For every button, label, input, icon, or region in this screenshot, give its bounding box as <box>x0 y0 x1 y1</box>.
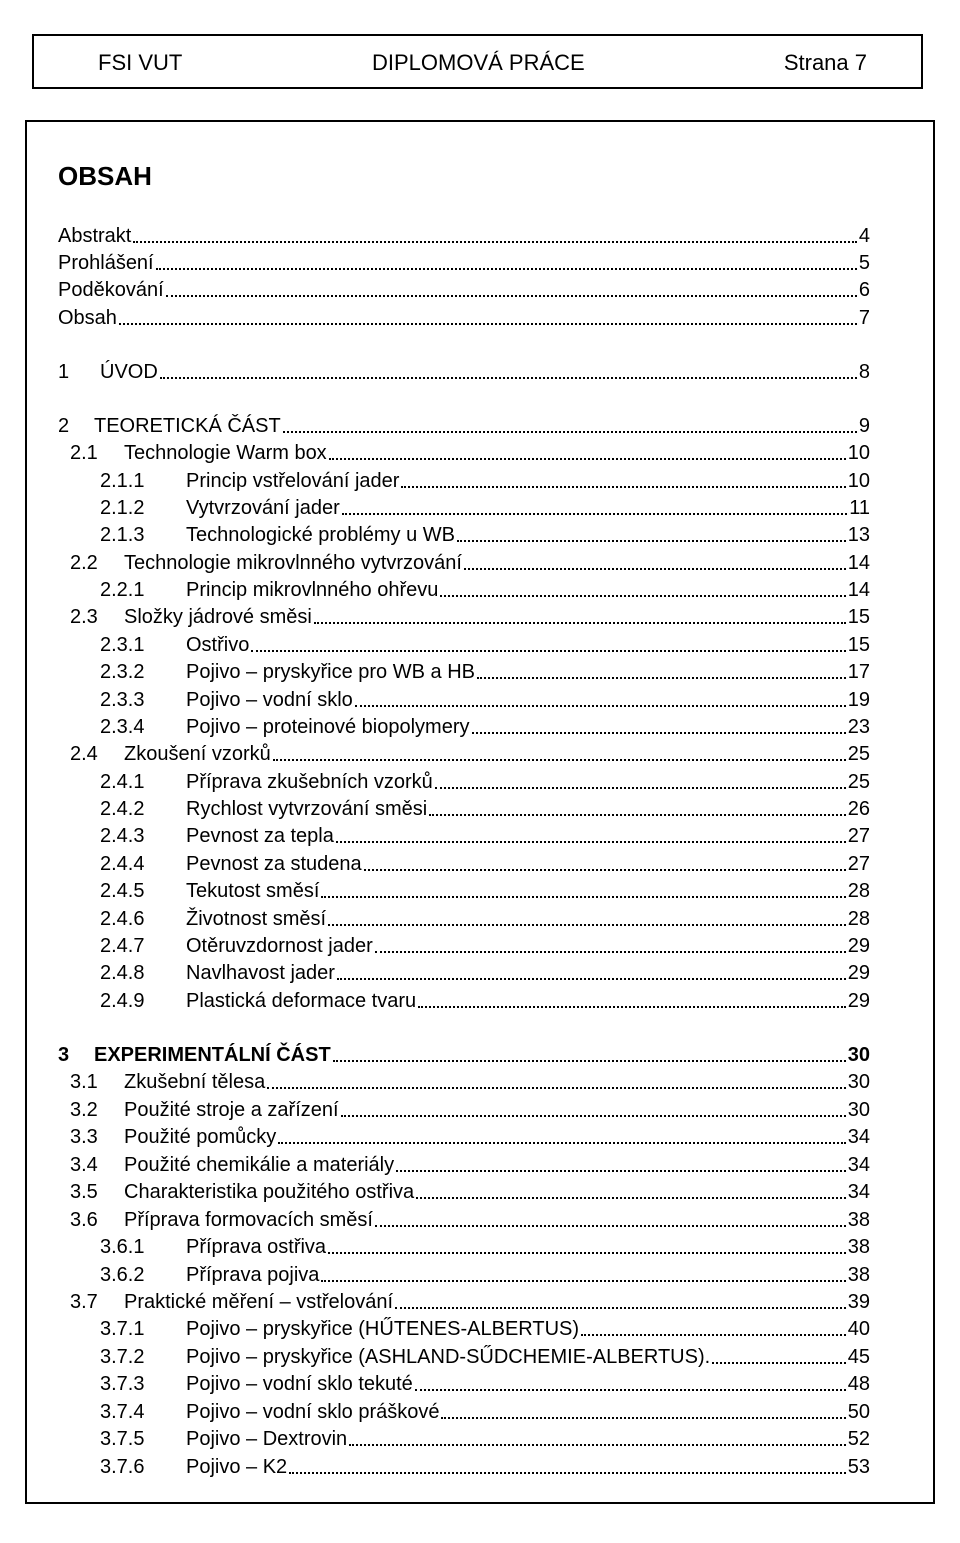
toc-entry-number: 2.4.1 <box>100 771 145 793</box>
toc-entry <box>70 1123 870 1151</box>
toc-entry <box>100 494 870 522</box>
toc-entry-number: 2.3.4 <box>100 716 145 738</box>
toc-entry-title: Příprava ostřiva <box>186 1236 327 1258</box>
toc-entry-page: 9 <box>858 415 870 437</box>
toc-entry-title: Životnost směsí <box>186 908 327 930</box>
toc-leader-dots <box>364 863 846 871</box>
toc-entry <box>100 713 870 741</box>
toc-entry-title: Pevnost za tepla <box>186 825 334 847</box>
toc-entry <box>70 549 870 577</box>
toc-entry-number: 2.4.4 <box>100 853 145 875</box>
toc-entry <box>100 1261 870 1289</box>
toc-leader-dots <box>349 1438 846 1446</box>
toc-entry-title: Příprava zkušebních vzorků <box>186 771 433 793</box>
toc-leader-dots <box>429 808 846 816</box>
toc-entry-page: 39 <box>847 1291 870 1313</box>
toc-entry-page: 38 <box>847 1264 870 1286</box>
toc-entry <box>100 658 870 686</box>
toc-entry <box>58 276 870 304</box>
toc-leader-dots <box>435 781 846 789</box>
toc-entry-page: 48 <box>847 1373 870 1395</box>
toc-entry <box>70 740 870 768</box>
toc-entry-page: 29 <box>847 962 870 984</box>
toc-leader-dots <box>336 835 846 843</box>
toc-entry <box>100 1315 870 1343</box>
toc-entry-number: 2.4.6 <box>100 908 145 930</box>
toc-entry-page: 28 <box>847 908 870 930</box>
toc-entry-title: Pevnost za studena <box>186 853 362 875</box>
toc-entry-page: 15 <box>847 606 870 628</box>
toc-entry-page: 34 <box>847 1154 870 1176</box>
toc-entry-page: 52 <box>847 1428 870 1450</box>
toc-entry-number: 2.4.8 <box>100 962 145 984</box>
toc-entry-number: 2.4.5 <box>100 880 145 902</box>
toc-entry-title: Složky jádrové směsi <box>124 606 312 628</box>
toc-entry-number: 2.2.1 <box>100 579 145 601</box>
toc-leader-dots <box>337 972 846 980</box>
toc-title: OBSAH <box>58 161 152 191</box>
toc-entry <box>58 358 870 386</box>
toc-leader-dots <box>251 644 845 652</box>
toc-entry-title: Pojivo – vodní sklo práškové <box>186 1401 440 1423</box>
toc-entry <box>70 1151 870 1179</box>
toc-entry-number: 3.4 <box>70 1154 98 1176</box>
toc-entry <box>70 1288 870 1316</box>
toc-entry-page: 26 <box>847 798 870 820</box>
toc-entry <box>100 467 870 495</box>
toc-leader-dots <box>156 262 857 270</box>
toc-entry <box>100 850 870 878</box>
toc-entry-number: 3.7.3 <box>100 1373 145 1395</box>
toc-leader-dots <box>396 1164 846 1172</box>
toc-leader-dots <box>355 699 846 707</box>
toc-entry-title: Použité pomůcky <box>124 1126 277 1148</box>
toc-entry-page: 38 <box>847 1209 870 1231</box>
toc-entry <box>70 1178 870 1206</box>
toc-entry-page: 10 <box>847 470 870 492</box>
toc-entry-number: 2.3 <box>70 606 98 628</box>
toc-entry-number: 3.3 <box>70 1126 98 1148</box>
toc-entry-page: 17 <box>847 661 870 683</box>
toc-entry <box>70 603 870 631</box>
toc-entry-title: Příprava formovacích směsí <box>124 1209 373 1231</box>
toc-entry <box>70 1096 870 1124</box>
toc-entry <box>70 1206 870 1234</box>
toc-entry-page: 15 <box>847 634 870 656</box>
toc-entry-title: ÚVOD <box>100 361 158 383</box>
header-institution: FSI VUT <box>98 50 183 75</box>
toc-entry-page: 27 <box>847 853 870 875</box>
toc-leader-dots <box>160 371 857 379</box>
toc-entry-number: 2.1.2 <box>100 497 145 519</box>
toc-entry-title: Technologie Warm box <box>124 442 327 464</box>
toc-entry-page: 23 <box>847 716 870 738</box>
toc-entry-number: 2 <box>58 415 70 437</box>
toc-entry-number: 2.1.1 <box>100 470 145 492</box>
toc-leader-dots <box>314 616 846 624</box>
toc-entry <box>70 1068 870 1096</box>
toc-entry-title: Rychlost vytvrzování směsi <box>186 798 428 820</box>
toc-entry-title: Technologie mikrovlnného vytvrzování <box>124 552 462 574</box>
toc-entry <box>100 686 870 714</box>
toc-leader-dots <box>328 1246 846 1254</box>
toc-leader-dots <box>418 1000 846 1008</box>
toc-leader-dots <box>321 1274 845 1282</box>
toc-leader-dots <box>457 534 846 542</box>
toc-entry-number: 1 <box>58 361 70 383</box>
toc-entry-page: 6 <box>858 279 870 301</box>
toc-entry-number: 3.5 <box>70 1181 98 1203</box>
toc-entry-page: 29 <box>847 935 870 957</box>
toc-entry-title: Pojivo – pryskyřice (ASHLAND-SŰDCHEMIE-ALBERTUS). <box>186 1346 711 1368</box>
toc-entry <box>100 768 870 796</box>
toc-entry-title: Navlhavost jader <box>186 962 335 984</box>
toc-entry-title: Pojivo – vodní sklo tekuté <box>186 1373 413 1395</box>
toc-entry-number: 2.4 <box>70 743 98 765</box>
toc-leader-dots <box>283 425 857 433</box>
toc-entry-number: 2.4.7 <box>100 935 145 957</box>
toc-entry-page: 34 <box>847 1126 870 1148</box>
toc-entry-page: 45 <box>847 1346 870 1368</box>
toc-entry-title: TEORETICKÁ ČÁST <box>94 415 281 437</box>
toc-entry-number: 2.1 <box>70 442 98 464</box>
toc-entry <box>100 877 870 905</box>
toc-entry-number: 3.7.2 <box>100 1346 145 1368</box>
toc-entry-title: Princip mikrovlnného ohřevu <box>186 579 439 601</box>
toc-entry <box>58 304 870 332</box>
toc-entry-page: 14 <box>847 579 870 601</box>
toc-entry-title: Pojivo – pryskyřice pro WB a HB <box>186 661 475 683</box>
toc-leader-dots <box>416 1191 846 1199</box>
toc-leader-dots <box>415 1383 846 1391</box>
toc-entry-page: 13 <box>847 524 870 546</box>
toc-entry-number: 3.6 <box>70 1209 98 1231</box>
toc-entry-number: 3.7.1 <box>100 1318 145 1340</box>
toc-leader-dots <box>581 1328 846 1336</box>
toc-entry-page: 53 <box>847 1456 870 1478</box>
toc-entry-number: 3.7.6 <box>100 1456 145 1478</box>
toc-entry-page: 38 <box>847 1236 870 1258</box>
toc-entry-page: 11 <box>849 497 870 519</box>
toc-entry-title: Pojivo – vodní sklo <box>186 689 353 711</box>
toc-entry-title: Obsah <box>58 307 117 329</box>
toc-entry-title: Vytvrzování jader <box>186 497 340 519</box>
toc-leader-dots <box>328 918 846 926</box>
toc-entry-page: 34 <box>847 1181 870 1203</box>
toc-entry <box>100 576 870 604</box>
toc-leader-dots <box>712 1356 846 1364</box>
toc-entry-number: 3.2 <box>70 1099 98 1121</box>
toc-entry-title: Tekutost směsí <box>186 880 320 902</box>
header-page-number: Strana 7 <box>783 50 867 75</box>
toc-leader-dots <box>375 945 846 953</box>
toc-entry-number: 2.4.2 <box>100 798 145 820</box>
toc-entry-title: Pojivo – K2 <box>186 1456 288 1478</box>
toc-entry <box>100 1343 870 1371</box>
toc-entry-title: Příprava pojiva <box>186 1264 320 1286</box>
toc-entry-title: Pojivo – Dextrovin <box>186 1428 348 1450</box>
toc-entry-number: 3.6.1 <box>100 1236 145 1258</box>
toc-leader-dots <box>342 507 847 515</box>
toc-entry <box>58 249 870 277</box>
toc-entry-page: 19 <box>847 689 870 711</box>
toc-entry-title: Prohlášení <box>58 252 154 274</box>
toc-entry-title: Technologické problémy u WB <box>186 524 456 546</box>
toc-entry-title: Použité stroje a zařízení <box>124 1099 339 1121</box>
toc-entry-number: 2.3.1 <box>100 634 145 656</box>
toc-entry-number: 2.4.9 <box>100 990 145 1012</box>
toc-entry-page: 30 <box>847 1044 870 1066</box>
toc-entry-page: 30 <box>847 1071 870 1093</box>
toc-entry-title: Praktické měření – vstřelování <box>124 1291 393 1313</box>
toc-leader-dots <box>273 753 846 761</box>
toc-entry <box>100 1370 870 1398</box>
toc-leader-dots <box>267 1081 846 1089</box>
toc-entry-page: 40 <box>847 1318 870 1340</box>
toc-leader-dots <box>321 890 845 898</box>
toc-entry-title: Charakteristika použitého ostřiva <box>124 1181 415 1203</box>
toc-entry-number: 2.3.3 <box>100 689 145 711</box>
toc-entry <box>100 1233 870 1261</box>
toc-entry-page: 27 <box>847 825 870 847</box>
toc-entry <box>100 1453 870 1481</box>
toc-entry-page: 10 <box>847 442 870 464</box>
toc-entry-page: 14 <box>847 552 870 574</box>
toc-leader-dots <box>441 1411 845 1419</box>
toc-entry-page: 5 <box>858 252 870 274</box>
toc-leader-dots <box>375 1219 846 1227</box>
toc-leader-dots <box>289 1466 846 1474</box>
toc-entry-number: 3 <box>58 1044 70 1066</box>
toc-entry <box>100 631 870 659</box>
toc-leader-dots <box>341 1109 846 1117</box>
toc-leader-dots <box>477 671 846 679</box>
toc-entry-title: Princip vstřelování jader <box>186 470 400 492</box>
toc-entry-number: 3.1 <box>70 1071 98 1093</box>
toc-entry <box>58 1041 870 1069</box>
toc-leader-dots <box>278 1136 845 1144</box>
toc-entry <box>100 521 870 549</box>
toc-entry-page: 25 <box>847 743 870 765</box>
toc-entry-number: 3.7 <box>70 1291 98 1313</box>
toc-leader-dots <box>440 589 845 597</box>
toc-entry-page: 29 <box>847 990 870 1012</box>
toc-entry <box>100 987 870 1015</box>
toc-entry <box>58 222 870 250</box>
toc-entry <box>100 795 870 823</box>
toc-entry-number: 3.7.4 <box>100 1401 145 1423</box>
toc-entry-number: 2.1.3 <box>100 524 145 546</box>
toc-entry-number: 3.7.5 <box>100 1428 145 1450</box>
toc-entry <box>58 412 870 440</box>
toc-leader-dots <box>395 1301 846 1309</box>
toc-leader-dots <box>401 480 845 488</box>
header-document-type: DIPLOMOVÁ PRÁCE <box>372 50 585 75</box>
toc-entry-page: 4 <box>858 225 870 247</box>
toc-entry <box>100 1425 870 1453</box>
toc-entry-title: Zkoušení vzorků <box>124 743 271 765</box>
toc-leader-dots <box>119 317 857 325</box>
toc-leader-dots <box>133 235 857 243</box>
toc-entry-title: Použité chemikálie a materiály <box>124 1154 395 1176</box>
toc-leader-dots <box>333 1054 846 1062</box>
toc-entry-number: 3.6.2 <box>100 1264 145 1286</box>
toc-entry-title: Pojivo – proteinové biopolymery <box>186 716 470 738</box>
toc-entry-title: Pojivo – pryskyřice (HŰTENES-ALBERTUS) <box>186 1318 580 1340</box>
toc-entry <box>100 822 870 850</box>
toc-leader-dots <box>166 289 857 297</box>
toc-entry-page: 7 <box>858 307 870 329</box>
toc-entry-page: 8 <box>858 361 870 383</box>
toc-entry-page: 50 <box>847 1401 870 1423</box>
toc-entry-page: 28 <box>847 880 870 902</box>
toc-entry-number: 2.4.3 <box>100 825 145 847</box>
toc-leader-dots <box>472 726 846 734</box>
toc-leader-dots <box>329 452 846 460</box>
toc-entry-number: 2.3.2 <box>100 661 145 683</box>
toc-entry <box>100 959 870 987</box>
toc-entry <box>100 932 870 960</box>
toc-entry-title: Poděkování <box>58 279 164 301</box>
toc-entry-page: 30 <box>847 1099 870 1121</box>
toc-entry <box>100 1398 870 1426</box>
toc-entry-title: EXPERIMENTÁLNÍ ČÁST <box>94 1044 331 1066</box>
toc-leader-dots <box>464 562 846 570</box>
toc-entry <box>70 439 870 467</box>
toc-entry-number: 2.2 <box>70 552 98 574</box>
toc-entry-title: Otěruvzdornost jader <box>186 935 373 957</box>
toc-entry-title: Ostřivo <box>186 634 250 656</box>
toc-entry-title: Abstrakt <box>58 225 132 247</box>
toc-entry-title: Zkušební tělesa <box>124 1071 266 1093</box>
toc-entry-title: Plastická deformace tvaru <box>186 990 417 1012</box>
toc-entry <box>100 905 870 933</box>
toc-entry-page: 25 <box>847 771 870 793</box>
